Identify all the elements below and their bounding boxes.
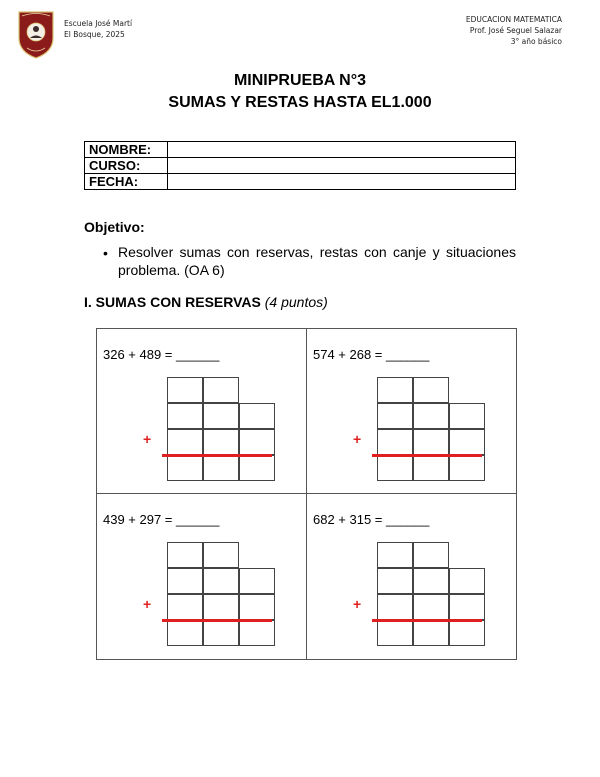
sum-line: [162, 619, 272, 622]
digit-box[interactable]: [203, 377, 239, 403]
school-place-year: El Bosque, 2025: [64, 30, 125, 39]
problem-cell: [307, 329, 517, 494]
plus-sign: +: [143, 431, 152, 447]
digit-box[interactable]: [413, 542, 449, 568]
digit-box[interactable]: [167, 620, 203, 646]
plus-sign: +: [143, 596, 152, 612]
page-title: MINIPRUEBA N°3: [233, 72, 367, 89]
digit-box[interactable]: [239, 429, 275, 455]
name-label: NOMBRE:: [85, 142, 168, 158]
school-name: Escuela José Martí: [64, 19, 133, 28]
sum-line: [372, 619, 482, 622]
problem-cell: [97, 329, 307, 494]
digit-box[interactable]: [413, 594, 449, 620]
digit-box[interactable]: [167, 455, 203, 481]
digit-box[interactable]: [203, 568, 239, 594]
digit-box[interactable]: [413, 455, 449, 481]
digit-box[interactable]: [167, 594, 203, 620]
section-title: I. SUMAS CON RESERVAS: [84, 294, 261, 310]
digit-box[interactable]: [449, 403, 485, 429]
date-row: [85, 174, 516, 190]
digit-box[interactable]: [413, 377, 449, 403]
digit-box[interactable]: [377, 594, 413, 620]
digit-box[interactable]: [413, 568, 449, 594]
digit-box[interactable]: [449, 429, 485, 455]
problem-expression: 574 + 268 = ______: [313, 347, 430, 362]
bullet-icon: •: [103, 245, 108, 261]
digit-box[interactable]: [167, 542, 203, 568]
school-crest-logo: [17, 8, 55, 60]
digit-box[interactable]: [203, 455, 239, 481]
digit-box[interactable]: [449, 620, 485, 646]
digit-box[interactable]: [449, 594, 485, 620]
digit-box[interactable]: [203, 429, 239, 455]
problem-cell: [97, 494, 307, 659]
grade-level: 3° año básico: [510, 37, 562, 46]
digit-box[interactable]: [239, 620, 275, 646]
digit-box[interactable]: [239, 594, 275, 620]
date-label: FECHA:: [85, 174, 168, 190]
name-row: [85, 142, 516, 158]
digit-box[interactable]: [203, 620, 239, 646]
digit-box[interactable]: [203, 542, 239, 568]
digit-box[interactable]: [167, 403, 203, 429]
problem-expression: 682 + 315 = ______: [313, 512, 430, 527]
digit-box[interactable]: [449, 568, 485, 594]
digit-box[interactable]: [377, 455, 413, 481]
name-field[interactable]: [168, 142, 516, 158]
section-heading: [84, 294, 328, 310]
digit-box[interactable]: [239, 455, 275, 481]
digit-box[interactable]: [449, 455, 485, 481]
sum-line: [372, 454, 482, 457]
digit-box[interactable]: [413, 429, 449, 455]
digit-box[interactable]: [203, 403, 239, 429]
digit-box[interactable]: [413, 620, 449, 646]
digit-box[interactable]: [167, 429, 203, 455]
teacher-name: Prof. José Seguel Salazar: [469, 26, 562, 35]
course-field[interactable]: [168, 158, 516, 174]
sum-line: [162, 454, 272, 457]
objective-label: Objetivo:: [84, 219, 145, 235]
course-label: CURSO:: [85, 158, 168, 174]
digit-box[interactable]: [377, 542, 413, 568]
digit-box[interactable]: [377, 620, 413, 646]
page-subtitle: SUMAS Y RESTAS HASTA EL1.000: [168, 94, 432, 111]
digit-box[interactable]: [377, 377, 413, 403]
problem-cell: [307, 494, 517, 659]
digit-box[interactable]: [239, 568, 275, 594]
student-info-table: [84, 141, 516, 190]
date-field[interactable]: [168, 174, 516, 190]
course-row: [85, 158, 516, 174]
digit-box[interactable]: [167, 568, 203, 594]
digit-box[interactable]: [167, 377, 203, 403]
digit-box[interactable]: [203, 594, 239, 620]
digit-box[interactable]: [377, 568, 413, 594]
school-info: [64, 18, 132, 40]
digit-box[interactable]: [239, 403, 275, 429]
objective-text: Resolver sumas con reservas, restas con canje y situaciones problema. (OA 6): [118, 244, 516, 278]
plus-sign: +: [353, 431, 362, 447]
digit-box[interactable]: [413, 403, 449, 429]
problems-grid: [96, 328, 517, 660]
digit-box[interactable]: [377, 403, 413, 429]
digit-box[interactable]: [377, 429, 413, 455]
problem-expression: 326 + 489 = ______: [103, 347, 220, 362]
section-points: (4 puntos): [264, 294, 328, 310]
subject-name: EDUCACION MATEMATICA: [465, 15, 562, 24]
problem-expression: 439 + 297 = ______: [103, 512, 220, 527]
plus-sign: +: [353, 596, 362, 612]
course-info: [466, 14, 562, 47]
